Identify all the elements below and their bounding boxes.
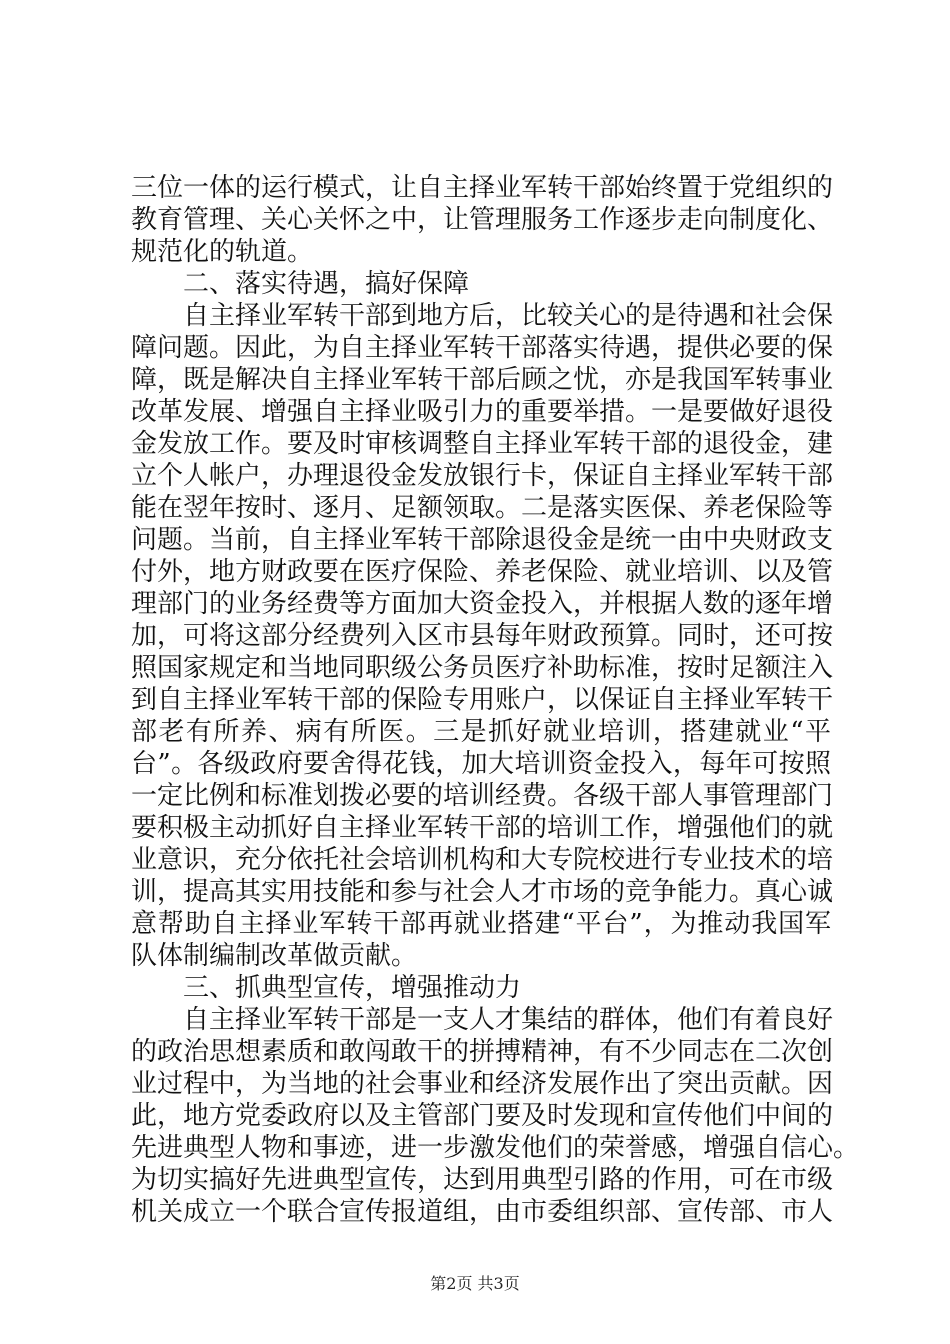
paragraph-line: 改革发展、增强自主择业吸引力的重要举措。一是要做好退役 [131, 397, 834, 427]
paragraph-line: 队体制编制改革做贡献。 [131, 941, 418, 971]
section-heading: 三、抓典型宣传，增强推动力 [183, 973, 522, 1003]
paragraph-line: 障，既是解决自主择业军转干部后顾之忧，亦是我国军转事业 [131, 365, 834, 395]
paragraph-line: 照国家规定和当地同职级公务员医疗补助标准，按时足额注入 [131, 653, 834, 683]
paragraph-line: 为切实搞好先进典型宣传，达到用典型引路的作用，可在市级 [131, 1165, 834, 1195]
document-body [131, 172, 860, 1228]
paragraph-line: 一定比例和标准划拨必要的培训经费。各级干部人事管理部门 [131, 781, 834, 811]
paragraph-line: 业意识，充分依托社会培训机构和大专院校进行专业技术的培 [131, 845, 834, 875]
paragraph-line: 训，提高其实用技能和参与社会人才市场的竞争能力。真心诚 [131, 877, 834, 907]
paragraph-line: 业过程中，为当地的社会事业和经济发展作出了突出贡献。因 [131, 1069, 834, 1099]
paragraph-line: 自主择业军转干部到地方后，比较关心的是待遇和社会保 [183, 301, 834, 331]
paragraph-line: 要积极主动抓好自主择业军转干部的培训工作，增强他们的就 [131, 813, 834, 843]
paragraph-line: 立个人帐户，办理退役金发放银行卡，保证自主择业军转干部 [131, 461, 834, 491]
paragraph-line: 理部门的业务经费等方面加大资金投入，并根据人数的逐年增 [131, 589, 834, 619]
paragraph-line: 此，地方党委政府以及主管部门要及时发现和宣传他们中间的 [131, 1101, 834, 1131]
paragraph-line: 规范化的轨道。 [131, 237, 314, 267]
paragraph-line: 部老有所养、病有所医。三是抓好就业培训，搭建就业“平 [131, 717, 831, 747]
section-heading: 二、落实待遇，搞好保障 [183, 269, 470, 299]
paragraph-line: 台”。各级政府要舍得花钱，加大培训资金投入，每年可按照 [131, 749, 831, 779]
paragraph-line: 教育管理、关心关怀之中，让管理服务工作逐步走向制度化、 [131, 205, 834, 235]
paragraph-line: 障问题。因此，为自主择业军转干部落实待遇，提供必要的保 [131, 333, 834, 363]
paragraph-line: 意帮助自主择业军转干部再就业搭建“平台”，为推动我国军 [131, 909, 831, 939]
paragraph-line: 机关成立一个联合宣传报道组，由市委组织部、宣传部、市人 [131, 1197, 834, 1227]
paragraph-line: 自主择业军转干部是一支人才集结的群体，他们有着良好 [183, 1005, 834, 1035]
paragraph-line: 先进典型人物和事迹，进一步激发他们的荣誉感，增强自信心。 [131, 1133, 860, 1163]
paragraph-line: 问题。当前，自主择业军转干部除退役金是统一由中央财政支 [131, 525, 834, 555]
paragraph-line: 到自主择业军转干部的保险专用账户，以保证自主择业军转干 [131, 685, 834, 715]
paragraph-line: 金发放工作。要及时审核调整自主择业军转干部的退役金，建 [131, 429, 834, 459]
paragraph-line: 付外，地方财政要在医疗保险、养老保险、就业培训、以及管 [131, 557, 834, 587]
paragraph-line: 的政治思想素质和敢闯敢干的拼搏精神，有不少同志在二次创 [131, 1037, 834, 1067]
paragraph-line: 加，可将这部分经费列入区市县每年财政预算。同时，还可按 [131, 621, 834, 651]
page-footer: 第2页 共3页 [430, 1274, 520, 1293]
paragraph-line: 能在翌年按时、逐月、足额领取。二是落实医保、养老保险等 [131, 493, 834, 523]
paragraph-line: 三位一体的运行模式，让自主择业军转干部始终置于党组织的 [131, 173, 834, 203]
